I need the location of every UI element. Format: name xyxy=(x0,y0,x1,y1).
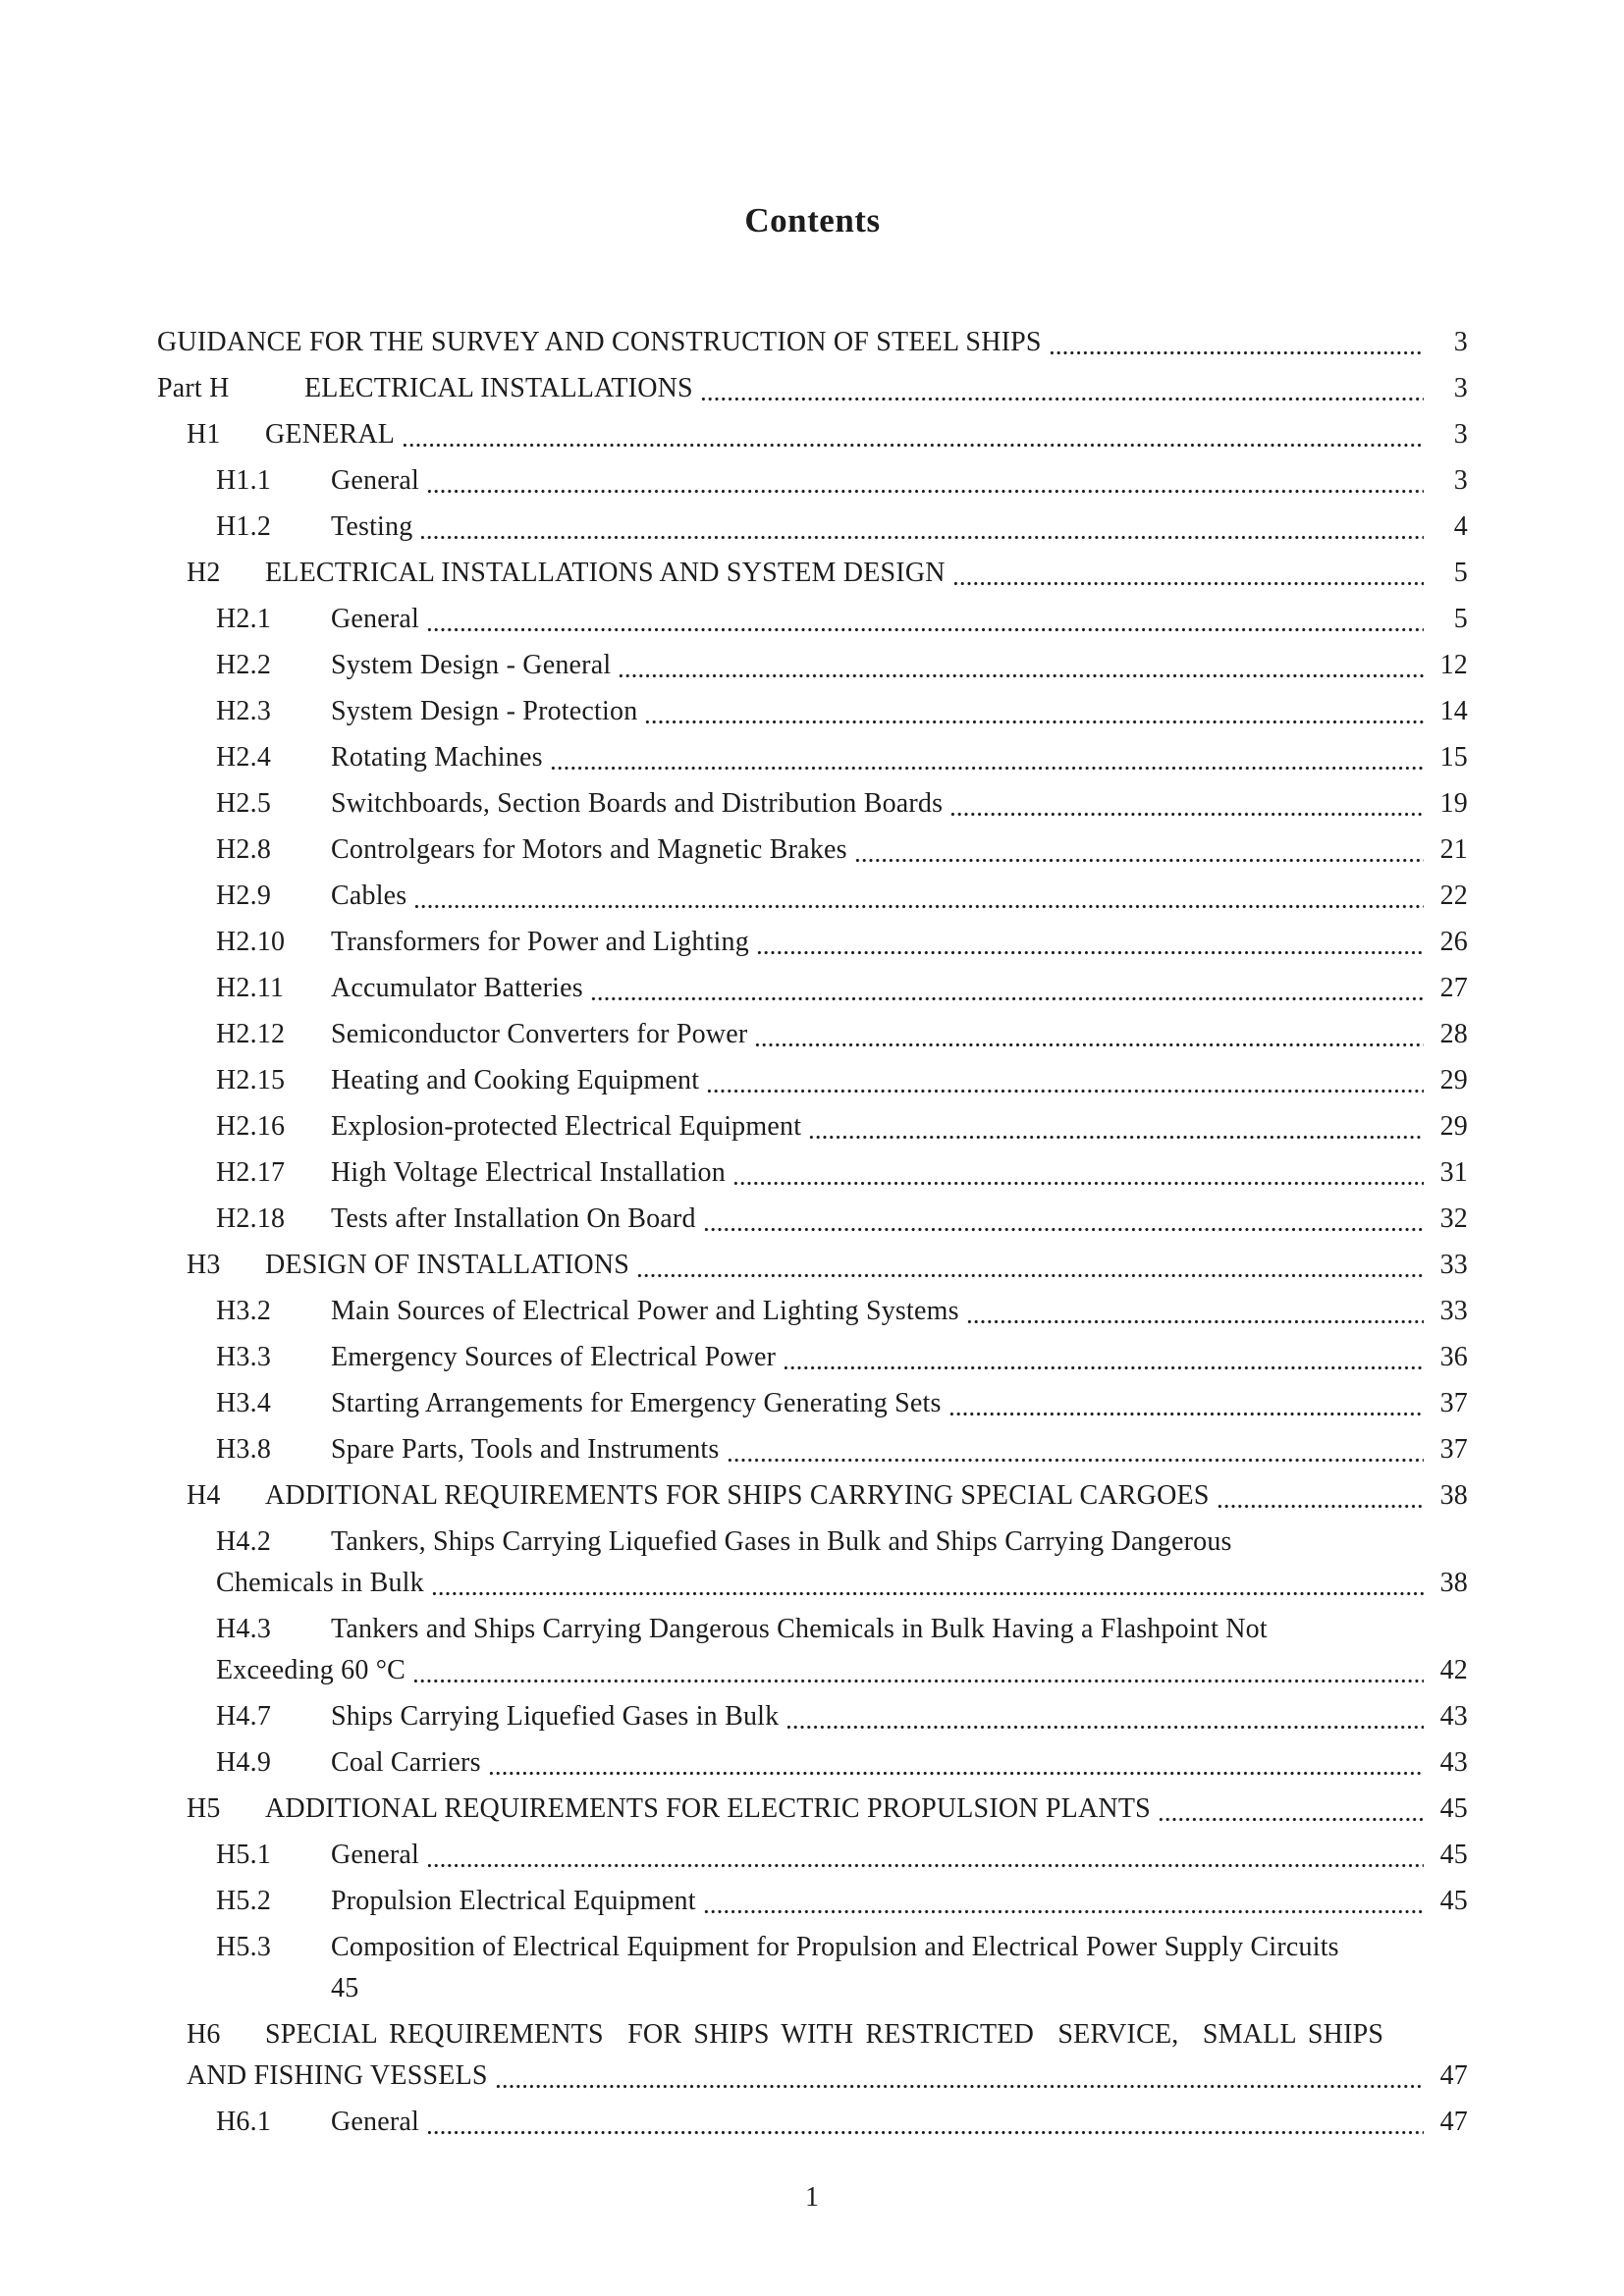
dot-leader xyxy=(412,1650,1424,1691)
toc-entry xyxy=(216,1696,1468,1737)
entry-page-number: 37 xyxy=(1439,1388,1468,1418)
entry-title: Explosion-protected Electrical Equipment xyxy=(331,1111,802,1142)
entry-title: Switchboards, Section Boards and Distribution Boards xyxy=(331,788,944,819)
entry-title: Transformers for Power and Lighting xyxy=(331,927,749,957)
entry-page-number: 27 xyxy=(1439,973,1468,1003)
entry-title: High Voltage Electrical Installation xyxy=(331,1157,726,1188)
dot-leader xyxy=(966,1291,1424,1332)
dot-leader xyxy=(700,368,1424,409)
entry-label: H2.17 xyxy=(216,1157,286,1188)
dot-leader xyxy=(1049,322,1424,363)
entry-page-number: 36 xyxy=(1439,1342,1468,1372)
entry-page-number: 33 xyxy=(1439,1296,1468,1326)
toc-entry-line xyxy=(216,1563,1468,1604)
entry-label: H2 xyxy=(187,558,221,588)
toc-entry xyxy=(187,553,1468,594)
dot-leader xyxy=(402,414,1424,455)
entry-page-number: 28 xyxy=(1439,1019,1468,1049)
toc-entry-line xyxy=(216,2102,1468,2143)
entry-label: H4 xyxy=(187,1480,221,1511)
dot-leader xyxy=(754,1014,1424,1055)
entry-page-number: 31 xyxy=(1439,1157,1468,1188)
dot-leader xyxy=(703,1199,1424,1240)
dot-leader xyxy=(488,1742,1424,1784)
toc-entry xyxy=(187,1245,1468,1286)
entry-title: Testing xyxy=(331,511,413,542)
entry-page-number: 21 xyxy=(1439,834,1468,865)
entry-label: H4.3 xyxy=(216,1614,272,1644)
toc-entry-line xyxy=(216,1383,1468,1424)
entry-page-number: 3 xyxy=(1453,327,1468,357)
entry-title: Tests after Installation On Board xyxy=(331,1203,696,1234)
toc-entry xyxy=(216,1742,1468,1784)
entry-title: AND FISHING VESSELS xyxy=(187,2060,488,2091)
toc-entry-line xyxy=(216,1835,1468,1876)
toc-entry xyxy=(216,1881,1468,1922)
entry-title: Heating and Cooking Equipment xyxy=(331,1065,700,1095)
entry-label: H4.9 xyxy=(216,1747,272,1778)
toc-entry-line xyxy=(216,1968,1468,2009)
entry-page-number: 3 xyxy=(1453,419,1468,450)
toc-entry xyxy=(216,829,1468,871)
dot-leader xyxy=(952,553,1424,594)
dot-leader xyxy=(1158,1789,1424,1830)
entry-label: H2.10 xyxy=(216,927,286,957)
entry-page-number: 12 xyxy=(1439,650,1468,680)
toc-entry xyxy=(216,645,1468,686)
toc-entry-line xyxy=(187,414,1468,455)
toc-entry xyxy=(216,1060,1468,1101)
entry-page-number: 47 xyxy=(1439,2107,1468,2137)
entry-label: Part H xyxy=(157,373,230,403)
toc-entry xyxy=(216,1152,1468,1194)
toc-entry-line xyxy=(216,645,1468,686)
toc-entry-line xyxy=(216,1609,1468,1650)
entry-label: H1.2 xyxy=(216,511,272,542)
entry-title: General xyxy=(331,465,420,496)
entry-title: SPECIAL REQUIREMENTS FOR SHIPS WITH RESTRICTED SERVICE, SMALL SHIPS xyxy=(265,2019,1384,2050)
toc-entry xyxy=(216,507,1468,548)
dot-leader xyxy=(636,1245,1424,1286)
toc-entry-line xyxy=(216,876,1468,917)
entry-page-number: 43 xyxy=(1439,1747,1468,1778)
entry-title: Tankers and Ships Carrying Dangerous Chemicals in Bulk Having a Flashpoint Not xyxy=(331,1614,1268,1644)
entry-page-number: 22 xyxy=(1439,881,1468,911)
entry-page-number: 32 xyxy=(1439,1203,1468,1234)
entry-page-number: 45 xyxy=(1439,1793,1468,1824)
entry-page-number: 3 xyxy=(1453,373,1468,403)
toc-entry xyxy=(187,1789,1468,1830)
entry-label: H4.7 xyxy=(216,1701,272,1732)
toc-entry xyxy=(216,1835,1468,1876)
entry-label: H3.8 xyxy=(216,1434,272,1465)
entry-title: Spare Parts, Tools and Instruments xyxy=(331,1434,720,1465)
entry-label: H1.1 xyxy=(216,465,272,496)
toc-entry xyxy=(216,1014,1468,1055)
toc-entry xyxy=(216,1383,1468,1424)
toc-entry xyxy=(187,414,1468,455)
entry-title: Emergency Sources of Electrical Power xyxy=(331,1342,777,1372)
entry-page-number: 5 xyxy=(1453,558,1468,588)
entry-title: Ships Carrying Liquefied Gases in Bulk xyxy=(331,1701,780,1732)
entry-title: Rotating Machines xyxy=(331,742,543,773)
toc-entry xyxy=(157,322,1468,363)
entry-title: General xyxy=(331,604,420,634)
dot-leader xyxy=(618,645,1424,686)
toc-entry xyxy=(216,460,1468,502)
dot-leader xyxy=(550,737,1424,778)
toc-entry xyxy=(216,691,1468,732)
entry-label: H4.2 xyxy=(216,1526,272,1557)
entry-label: H3.2 xyxy=(216,1296,272,1326)
entry-label: H3.3 xyxy=(216,1342,272,1372)
toc-entry xyxy=(216,1609,1468,1691)
toc-entry-line xyxy=(216,691,1468,732)
toc-entry xyxy=(216,1106,1468,1148)
entry-page-number: 43 xyxy=(1439,1701,1468,1732)
toc-entry-line xyxy=(187,1475,1468,1517)
entry-label: H5.2 xyxy=(216,1886,272,1916)
dot-leader xyxy=(644,691,1424,732)
dot-leader xyxy=(703,1881,1424,1922)
toc-entry-line xyxy=(216,1060,1468,1101)
entry-title: Main Sources of Electrical Power and Lighting Systems xyxy=(331,1296,959,1326)
entry-label: H5 xyxy=(187,1793,221,1824)
entry-title: Propulsion Electrical Equipment xyxy=(331,1886,696,1916)
entry-label: H2.9 xyxy=(216,881,272,911)
toc-entry-line xyxy=(216,507,1468,548)
toc-entry-line xyxy=(216,968,1468,1009)
dot-leader xyxy=(431,1563,1424,1604)
page-number-footer: 1 xyxy=(805,2182,819,2213)
entry-title: DESIGN OF INSTALLATIONS xyxy=(265,1250,630,1280)
dot-leader xyxy=(706,1060,1424,1101)
dot-leader xyxy=(756,922,1424,963)
toc-entry-line xyxy=(216,1650,1468,1691)
toc-entry-line xyxy=(216,783,1468,825)
entry-label: H5.3 xyxy=(216,1932,272,1962)
entry-label: H6 xyxy=(187,2019,221,2050)
dot-leader xyxy=(413,876,1424,917)
toc-entry xyxy=(216,1429,1468,1470)
toc-entry-line xyxy=(216,737,1468,778)
dot-leader xyxy=(783,1337,1424,1378)
dot-leader xyxy=(785,1696,1424,1737)
dot-leader xyxy=(727,1429,1424,1470)
toc-entry-line xyxy=(216,1337,1468,1378)
dot-leader xyxy=(808,1106,1424,1148)
toc-entry-line xyxy=(157,368,1468,409)
entry-page-number: 29 xyxy=(1439,1111,1468,1142)
dot-leader xyxy=(854,829,1424,871)
entry-page-number: 38 xyxy=(1439,1480,1468,1511)
toc-entry-line xyxy=(216,1291,1468,1332)
entry-label: H2.4 xyxy=(216,742,272,773)
entry-title: Controlgears for Motors and Magnetic Brakes xyxy=(331,834,847,865)
toc-entry-line xyxy=(187,2056,1468,2097)
entry-label: H2.12 xyxy=(216,1019,286,1049)
page-title: Contents xyxy=(744,201,881,240)
entry-title: General xyxy=(331,2107,420,2137)
toc-entry xyxy=(187,2014,1468,2097)
entry-page-number: 33 xyxy=(1439,1250,1468,1280)
entry-label: H2.2 xyxy=(216,650,272,680)
dot-leader xyxy=(426,2102,1424,2143)
entry-label: H2.15 xyxy=(216,1065,286,1095)
entry-page-number: 5 xyxy=(1453,604,1468,634)
toc-entry-line xyxy=(216,1696,1468,1737)
entry-title: System Design - General xyxy=(331,650,612,680)
toc-entry-line xyxy=(187,1789,1468,1830)
entry-title: Exceeding 60 °C xyxy=(216,1655,406,1685)
entry-title: ADDITIONAL REQUIREMENTS FOR SHIPS CARRYING SPECIAL CARGOES xyxy=(265,1480,1210,1511)
entry-title: ADDITIONAL REQUIREMENTS FOR ELECTRIC PROPULSION PLANTS xyxy=(265,1793,1151,1824)
entry-page-number: 14 xyxy=(1439,696,1468,726)
entry-label: H2.11 xyxy=(216,973,285,1003)
entry-title: ELECTRICAL INSTALLATIONS AND SYSTEM DESIGN xyxy=(265,558,946,588)
entry-title: GENERAL xyxy=(265,419,396,450)
toc-entry-line xyxy=(216,599,1468,640)
entry-label: H3 xyxy=(187,1250,221,1280)
dot-leader xyxy=(426,1835,1424,1876)
entry-page-number: 47 xyxy=(1439,2060,1468,2091)
entry-title: Semiconductor Converters for Power xyxy=(331,1019,748,1049)
entry-page-number: 42 xyxy=(1439,1655,1468,1685)
toc-entry-line xyxy=(216,1429,1468,1470)
toc-entry-line xyxy=(216,829,1468,871)
entry-title: ELECTRICAL INSTALLATIONS xyxy=(304,373,693,403)
dot-leader xyxy=(419,507,1424,548)
toc-entry xyxy=(157,368,1468,409)
toc-entry xyxy=(216,1927,1468,2009)
toc-entry xyxy=(216,1291,1468,1332)
entry-title: System Design - Protection xyxy=(331,696,638,726)
toc-entry xyxy=(216,1199,1468,1240)
dot-leader xyxy=(495,2056,1424,2097)
entry-page-number: 3 xyxy=(1453,465,1468,496)
entry-page-number: 38 xyxy=(1439,1568,1468,1598)
toc-entry xyxy=(216,922,1468,963)
entry-page-number: 37 xyxy=(1439,1434,1468,1465)
entry-title: Chemicals in Bulk xyxy=(216,1568,424,1598)
entry-title: Tankers, Ships Carrying Liquefied Gases in Bulk and Ships Carrying Dangerous xyxy=(331,1526,1232,1557)
entry-label: H1 xyxy=(187,419,221,450)
entry-label: H6.1 xyxy=(216,2107,272,2137)
entry-page-number: 26 xyxy=(1439,927,1468,957)
entry-page-number: 29 xyxy=(1439,1065,1468,1095)
toc-entry-line xyxy=(216,1927,1468,1968)
entry-page-number: 4 xyxy=(1453,511,1468,542)
dot-leader xyxy=(949,783,1424,825)
dot-leader xyxy=(426,460,1424,502)
entry-page-number: 45 xyxy=(331,1973,359,2003)
toc-entry xyxy=(216,1337,1468,1378)
entry-title: GUIDANCE FOR THE SURVEY AND CONSTRUCTION OF STEEL SHIPS xyxy=(157,327,1042,357)
toc-entry xyxy=(216,2102,1468,2143)
table-of-contents xyxy=(157,322,1468,2143)
toc-entry xyxy=(216,737,1468,778)
entry-title: Accumulator Batteries xyxy=(331,973,583,1003)
entry-title: General xyxy=(331,1840,420,1870)
entry-page-number: 15 xyxy=(1439,742,1468,773)
toc-entry-line xyxy=(216,1014,1468,1055)
toc-entry xyxy=(216,599,1468,640)
toc-entry-line xyxy=(216,1199,1468,1240)
toc-entry xyxy=(216,876,1468,917)
toc-entry-line xyxy=(216,1152,1468,1194)
entry-page-number: 19 xyxy=(1439,788,1468,819)
toc-entry xyxy=(187,1475,1468,1517)
toc-entry-line xyxy=(216,1106,1468,1148)
toc-entry-line xyxy=(216,460,1468,502)
entry-label: H2.3 xyxy=(216,696,272,726)
dot-leader xyxy=(590,968,1424,1009)
entry-title: Starting Arrangements for Emergency Generating Sets xyxy=(331,1388,942,1418)
toc-entry-line xyxy=(216,922,1468,963)
toc-entry-line xyxy=(157,322,1468,363)
entry-title: Coal Carriers xyxy=(331,1747,481,1778)
entry-label: H5.1 xyxy=(216,1840,272,1870)
entry-page-number: 45 xyxy=(1439,1886,1468,1916)
dot-leader xyxy=(1217,1475,1424,1517)
toc-entry-line xyxy=(187,553,1468,594)
toc-entry-line xyxy=(216,1742,1468,1784)
entry-title: Cables xyxy=(331,881,407,911)
toc-entry-line xyxy=(216,1522,1468,1563)
entry-label: H2.16 xyxy=(216,1111,286,1142)
entry-label: H2.5 xyxy=(216,788,272,819)
entry-label: H3.4 xyxy=(216,1388,272,1418)
entry-page-number: 45 xyxy=(1439,1840,1468,1870)
entry-label: H2.8 xyxy=(216,834,272,865)
dot-leader xyxy=(732,1152,1424,1194)
toc-entry xyxy=(216,1522,1468,1604)
dot-leader xyxy=(426,599,1424,640)
dot-leader xyxy=(948,1383,1424,1424)
toc-entry xyxy=(216,783,1468,825)
toc-entry-line xyxy=(216,1881,1468,1922)
toc-entry-line xyxy=(187,1245,1468,1286)
toc-entry-line xyxy=(187,2014,1468,2056)
entry-label: H2.1 xyxy=(216,604,272,634)
entry-label: H2.18 xyxy=(216,1203,286,1234)
entry-title: Composition of Electrical Equipment for Propulsion and Electrical Power Supply Circuits xyxy=(331,1932,1339,1962)
toc-entry xyxy=(216,968,1468,1009)
